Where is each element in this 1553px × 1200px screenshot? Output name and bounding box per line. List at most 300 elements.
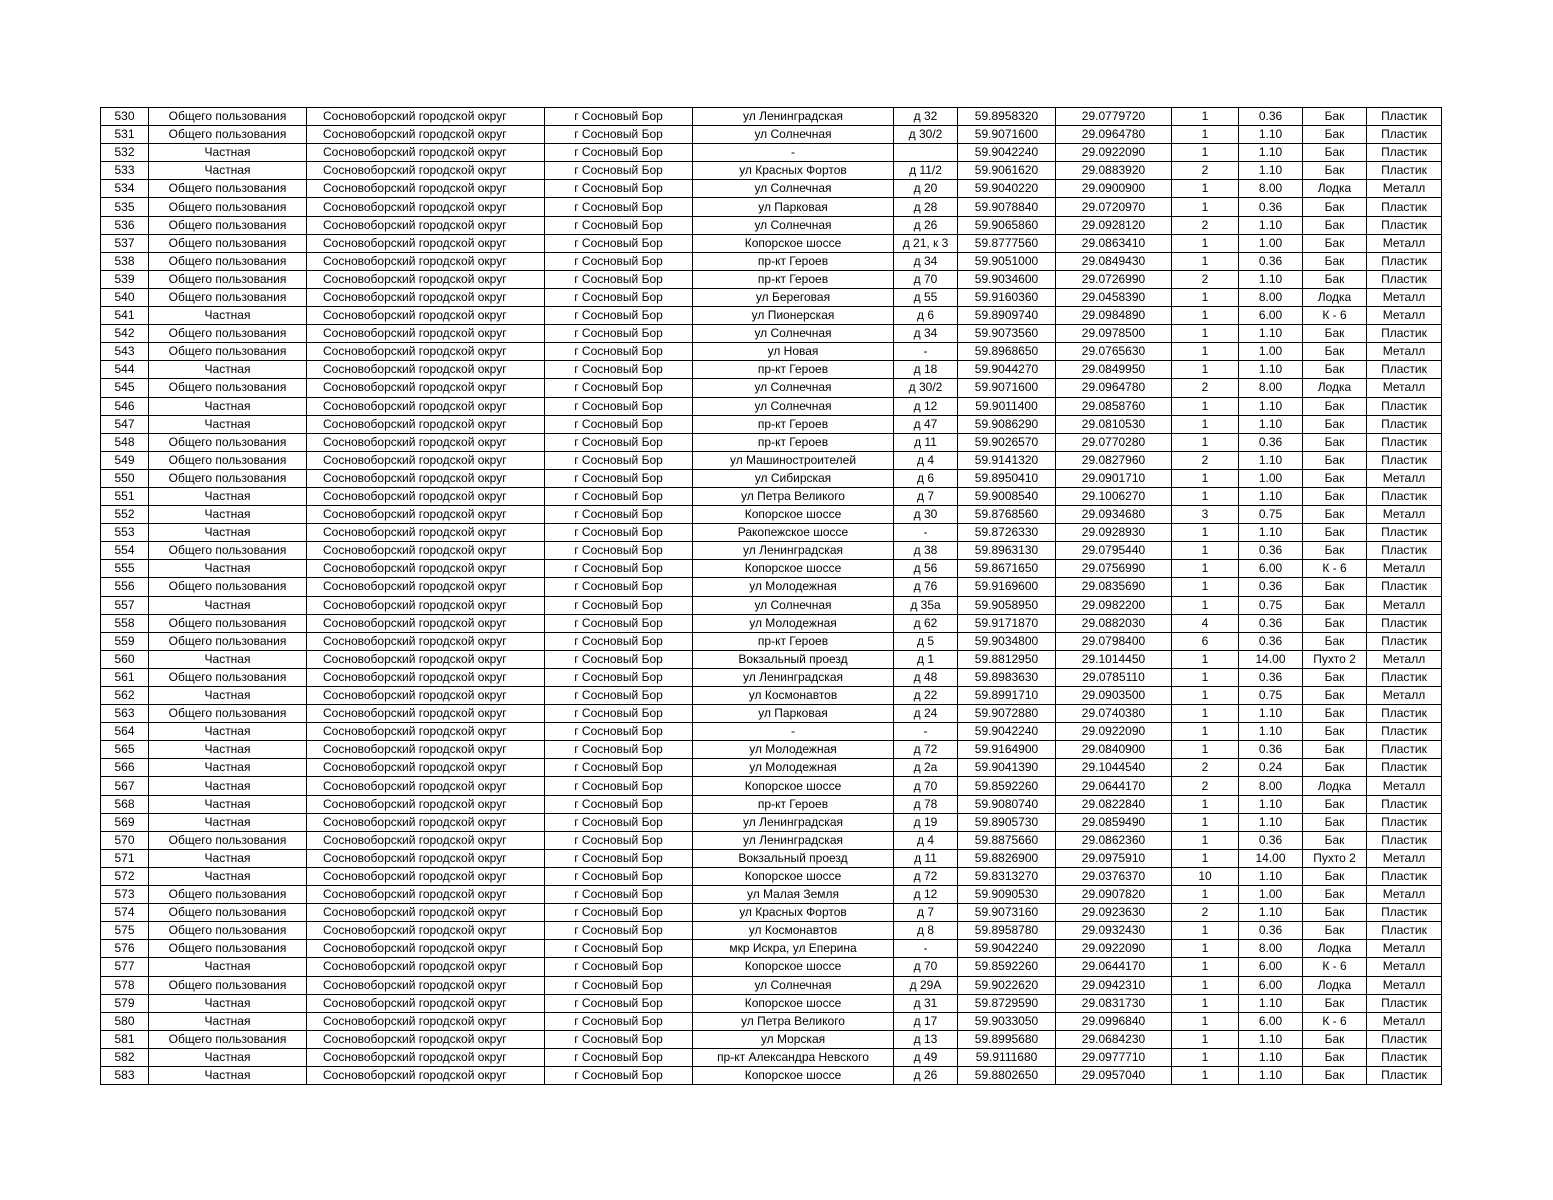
house-cell: д 56 — [894, 560, 958, 578]
longitude-cell: 29.0882030 — [1056, 614, 1172, 632]
row-number-cell: 561 — [101, 668, 149, 686]
usage-type-cell: Общего пользования — [149, 180, 307, 198]
table-row — [101, 379, 1442, 397]
container-count-cell: 1 — [1172, 144, 1239, 162]
house-cell: д 62 — [894, 614, 958, 632]
longitude-cell: 29.0932430 — [1056, 922, 1172, 940]
street-cell: Вокзальный проезд — [693, 650, 894, 668]
latitude-cell: 59.9065860 — [958, 216, 1056, 234]
row-number-cell: 575 — [101, 922, 149, 940]
material-cell: Пластик — [1367, 162, 1442, 180]
volume-cell: 1.10 — [1239, 867, 1303, 885]
container-count-cell: 1 — [1172, 325, 1239, 343]
longitude-cell: 29.0957040 — [1056, 1066, 1172, 1084]
longitude-cell: 29.0928930 — [1056, 524, 1172, 542]
container-count-cell: 2 — [1172, 162, 1239, 180]
container-count-cell: 1 — [1172, 994, 1239, 1012]
usage-type-cell: Общего пользования — [149, 108, 307, 126]
material-cell: Пластик — [1367, 578, 1442, 596]
district-cell: Сосновоборский городской округ — [307, 759, 545, 777]
container-type-cell: Бак — [1303, 343, 1367, 361]
container-count-cell: 1 — [1172, 1030, 1239, 1048]
volume-cell: 14.00 — [1239, 849, 1303, 867]
volume-cell: 1.10 — [1239, 361, 1303, 379]
house-cell: д 12 — [894, 397, 958, 415]
container-count-cell: 1 — [1172, 976, 1239, 994]
city-cell: г Сосновый Бор — [545, 234, 693, 252]
volume-cell: 0.75 — [1239, 506, 1303, 524]
street-cell: Копорское шоссе — [693, 560, 894, 578]
container-type-cell: Пухто 2 — [1303, 849, 1367, 867]
container-type-cell: Лодка — [1303, 379, 1367, 397]
container-type-cell: Бак — [1303, 813, 1367, 831]
table-row — [101, 976, 1442, 994]
district-cell: Сосновоборский городской округ — [307, 650, 545, 668]
street-cell: ул Ленинградская — [693, 108, 894, 126]
container-type-cell: Бак — [1303, 361, 1367, 379]
street-cell: ул Молодежная — [693, 614, 894, 632]
table-row — [101, 397, 1442, 415]
material-cell: Металл — [1367, 849, 1442, 867]
row-number-cell: 569 — [101, 813, 149, 831]
table-row — [101, 506, 1442, 524]
container-count-cell: 1 — [1172, 198, 1239, 216]
latitude-cell: 59.9073560 — [958, 325, 1056, 343]
row-number-cell: 559 — [101, 632, 149, 650]
city-cell: г Сосновый Бор — [545, 198, 693, 216]
street-cell: ул Космонавтов — [693, 922, 894, 940]
city-cell: г Сосновый Бор — [545, 831, 693, 849]
longitude-cell: 29.0765630 — [1056, 343, 1172, 361]
longitude-cell: 29.0942310 — [1056, 976, 1172, 994]
city-cell: г Сосновый Бор — [545, 307, 693, 325]
volume-cell: 0.36 — [1239, 741, 1303, 759]
table-row — [101, 288, 1442, 306]
volume-cell: 1.10 — [1239, 397, 1303, 415]
house-cell: д 8 — [894, 922, 958, 940]
longitude-cell: 29.0831730 — [1056, 994, 1172, 1012]
material-cell: Металл — [1367, 307, 1442, 325]
city-cell: г Сосновый Бор — [545, 397, 693, 415]
longitude-cell: 29.0458390 — [1056, 288, 1172, 306]
house-cell: д 28 — [894, 198, 958, 216]
material-cell: Металл — [1367, 976, 1442, 994]
latitude-cell: 59.9080740 — [958, 795, 1056, 813]
latitude-cell: 59.8991710 — [958, 687, 1056, 705]
usage-type-cell: Частная — [149, 596, 307, 614]
volume-cell: 8.00 — [1239, 379, 1303, 397]
row-number-cell: 568 — [101, 795, 149, 813]
volume-cell: 6.00 — [1239, 976, 1303, 994]
row-number-cell: 567 — [101, 777, 149, 795]
city-cell: г Сосновый Бор — [545, 1030, 693, 1048]
street-cell: - — [693, 144, 894, 162]
longitude-cell: 29.1014450 — [1056, 650, 1172, 668]
latitude-cell: 59.8768560 — [958, 506, 1056, 524]
latitude-cell: 59.9111680 — [958, 1048, 1056, 1066]
city-cell: г Сосновый Бор — [545, 904, 693, 922]
house-cell — [894, 144, 958, 162]
container-type-cell: Бак — [1303, 415, 1367, 433]
district-cell: Сосновоборский городской округ — [307, 560, 545, 578]
container-count-cell: 1 — [1172, 723, 1239, 741]
city-cell: г Сосновый Бор — [545, 886, 693, 904]
city-cell: г Сосновый Бор — [545, 867, 693, 885]
table-row — [101, 904, 1442, 922]
latitude-cell: 59.9071600 — [958, 126, 1056, 144]
house-cell: д 6 — [894, 469, 958, 487]
street-cell: Ракопежское шоссе — [693, 524, 894, 542]
district-cell: Сосновоборский городской округ — [307, 632, 545, 650]
street-cell: ул Ленинградская — [693, 813, 894, 831]
district-cell: Сосновоборский городской округ — [307, 904, 545, 922]
city-cell: г Сосновый Бор — [545, 216, 693, 234]
longitude-cell: 29.0795440 — [1056, 542, 1172, 560]
latitude-cell: 59.9090530 — [958, 886, 1056, 904]
container-count-cell: 1 — [1172, 795, 1239, 813]
house-cell: д 26 — [894, 216, 958, 234]
usage-type-cell: Общего пользования — [149, 831, 307, 849]
house-cell: д 22 — [894, 687, 958, 705]
container-count-cell: 10 — [1172, 867, 1239, 885]
table-row — [101, 940, 1442, 958]
volume-cell: 1.10 — [1239, 1066, 1303, 1084]
row-number-cell: 531 — [101, 126, 149, 144]
street-cell: ул Космонавтов — [693, 687, 894, 705]
container-type-cell: Бак — [1303, 687, 1367, 705]
latitude-cell: 59.9051000 — [958, 252, 1056, 270]
table-row — [101, 922, 1442, 940]
longitude-cell: 29.0978500 — [1056, 325, 1172, 343]
city-cell: г Сосновый Бор — [545, 1048, 693, 1066]
house-cell: д 47 — [894, 415, 958, 433]
usage-type-cell: Частная — [149, 650, 307, 668]
latitude-cell: 59.9071600 — [958, 379, 1056, 397]
latitude-cell: 59.9034800 — [958, 632, 1056, 650]
usage-type-cell: Общего пользования — [149, 126, 307, 144]
district-cell: Сосновоборский городской округ — [307, 723, 545, 741]
table-row — [101, 325, 1442, 343]
container-type-cell: Бак — [1303, 723, 1367, 741]
house-cell: д 20 — [894, 180, 958, 198]
container-type-cell: Бак — [1303, 433, 1367, 451]
container-type-cell: Пухто 2 — [1303, 650, 1367, 668]
volume-cell: 1.00 — [1239, 343, 1303, 361]
container-type-cell: Бак — [1303, 1048, 1367, 1066]
street-cell: Копорское шоссе — [693, 994, 894, 1012]
street-cell: ул Красных Фортов — [693, 904, 894, 922]
district-cell: Сосновоборский городской округ — [307, 867, 545, 885]
container-count-cell: 1 — [1172, 343, 1239, 361]
material-cell: Пластик — [1367, 904, 1442, 922]
container-type-cell: Бак — [1303, 831, 1367, 849]
row-number-cell: 549 — [101, 451, 149, 469]
longitude-cell: 29.0726990 — [1056, 270, 1172, 288]
longitude-cell: 29.0922090 — [1056, 144, 1172, 162]
district-cell: Сосновоборский городской округ — [307, 596, 545, 614]
container-type-cell: Бак — [1303, 252, 1367, 270]
longitude-cell: 29.0964780 — [1056, 379, 1172, 397]
usage-type-cell: Частная — [149, 849, 307, 867]
volume-cell: 0.75 — [1239, 687, 1303, 705]
container-count-cell: 1 — [1172, 1012, 1239, 1030]
usage-type-cell: Общего пользования — [149, 379, 307, 397]
container-count-cell: 1 — [1172, 415, 1239, 433]
street-cell: ул Петра Великого — [693, 1012, 894, 1030]
table-row — [101, 361, 1442, 379]
house-cell: д 70 — [894, 777, 958, 795]
table-body — [101, 108, 1442, 1085]
street-cell: пр-кт Героев — [693, 252, 894, 270]
latitude-cell: 59.9160360 — [958, 288, 1056, 306]
table-row — [101, 759, 1442, 777]
row-number-cell: 579 — [101, 994, 149, 1012]
district-cell: Сосновоборский городской округ — [307, 433, 545, 451]
material-cell: Пластик — [1367, 144, 1442, 162]
latitude-cell: 59.9073160 — [958, 904, 1056, 922]
longitude-cell: 29.0984890 — [1056, 307, 1172, 325]
district-cell: Сосновоборский городской округ — [307, 813, 545, 831]
table-row — [101, 307, 1442, 325]
house-cell: д 31 — [894, 994, 958, 1012]
container-type-cell: Бак — [1303, 524, 1367, 542]
material-cell: Пластик — [1367, 108, 1442, 126]
table-row — [101, 469, 1442, 487]
material-cell: Пластик — [1367, 361, 1442, 379]
latitude-cell: 59.8777560 — [958, 234, 1056, 252]
container-count-cell: 6 — [1172, 632, 1239, 650]
container-type-cell: Бак — [1303, 705, 1367, 723]
longitude-cell: 29.1044540 — [1056, 759, 1172, 777]
volume-cell: 1.10 — [1239, 126, 1303, 144]
usage-type-cell: Общего пользования — [149, 904, 307, 922]
container-type-cell: Бак — [1303, 234, 1367, 252]
table-row — [101, 886, 1442, 904]
row-number-cell: 554 — [101, 542, 149, 560]
street-cell: ул Машиностроителей — [693, 451, 894, 469]
container-type-cell: Лодка — [1303, 180, 1367, 198]
container-count-cell: 1 — [1172, 741, 1239, 759]
longitude-cell: 29.0684230 — [1056, 1030, 1172, 1048]
street-cell: Копорское шоссе — [693, 234, 894, 252]
container-type-cell: Бак — [1303, 451, 1367, 469]
material-cell: Пластик — [1367, 813, 1442, 831]
city-cell: г Сосновый Бор — [545, 668, 693, 686]
row-number-cell: 545 — [101, 379, 149, 397]
district-cell: Сосновоборский городской округ — [307, 469, 545, 487]
longitude-cell: 29.0858760 — [1056, 397, 1172, 415]
usage-type-cell: Частная — [149, 723, 307, 741]
row-number-cell: 543 — [101, 343, 149, 361]
container-count-cell: 1 — [1172, 108, 1239, 126]
material-cell: Пластик — [1367, 542, 1442, 560]
usage-type-cell: Общего пользования — [149, 216, 307, 234]
latitude-cell: 59.9033050 — [958, 1012, 1056, 1030]
latitude-cell: 59.9169600 — [958, 578, 1056, 596]
district-cell: Сосновоборский городской округ — [307, 976, 545, 994]
table-row — [101, 560, 1442, 578]
row-number-cell: 560 — [101, 650, 149, 668]
row-number-cell: 535 — [101, 198, 149, 216]
city-cell: г Сосновый Бор — [545, 723, 693, 741]
table-row — [101, 867, 1442, 885]
city-cell: г Сосновый Бор — [545, 524, 693, 542]
house-cell: д 49 — [894, 1048, 958, 1066]
container-type-cell: Бак — [1303, 216, 1367, 234]
volume-cell: 8.00 — [1239, 288, 1303, 306]
district-cell: Сосновоборский городской округ — [307, 886, 545, 904]
street-cell: пр-кт Героев — [693, 795, 894, 813]
container-count-cell: 1 — [1172, 542, 1239, 560]
house-cell: д 34 — [894, 325, 958, 343]
district-cell: Сосновоборский городской округ — [307, 288, 545, 306]
house-cell: д 30 — [894, 506, 958, 524]
volume-cell: 1.10 — [1239, 216, 1303, 234]
city-cell: г Сосновый Бор — [545, 108, 693, 126]
usage-type-cell: Частная — [149, 560, 307, 578]
city-cell: г Сосновый Бор — [545, 994, 693, 1012]
material-cell: Пластик — [1367, 795, 1442, 813]
house-cell: д 32 — [894, 108, 958, 126]
longitude-cell: 29.0964780 — [1056, 126, 1172, 144]
container-count-cell: 1 — [1172, 288, 1239, 306]
street-cell: ул Солнечная — [693, 216, 894, 234]
volume-cell: 1.10 — [1239, 144, 1303, 162]
latitude-cell: 59.9141320 — [958, 451, 1056, 469]
volume-cell: 0.36 — [1239, 433, 1303, 451]
longitude-cell: 29.0901710 — [1056, 469, 1172, 487]
district-cell: Сосновоборский городской округ — [307, 777, 545, 795]
row-number-cell: 539 — [101, 270, 149, 288]
container-count-cell: 2 — [1172, 759, 1239, 777]
material-cell: Пластик — [1367, 126, 1442, 144]
usage-type-cell: Общего пользования — [149, 198, 307, 216]
street-cell: Копорское шоссе — [693, 506, 894, 524]
longitude-cell: 29.0849950 — [1056, 361, 1172, 379]
table-row — [101, 705, 1442, 723]
house-cell: д 48 — [894, 668, 958, 686]
longitude-cell: 29.0862360 — [1056, 831, 1172, 849]
volume-cell: 8.00 — [1239, 940, 1303, 958]
table-row — [101, 270, 1442, 288]
usage-type-cell: Частная — [149, 1012, 307, 1030]
volume-cell: 0.36 — [1239, 922, 1303, 940]
city-cell: г Сосновый Бор — [545, 252, 693, 270]
container-count-cell: 1 — [1172, 433, 1239, 451]
container-type-cell: Бак — [1303, 397, 1367, 415]
house-cell: д 55 — [894, 288, 958, 306]
latitude-cell: 59.8995680 — [958, 1030, 1056, 1048]
district-cell: Сосновоборский городской округ — [307, 1066, 545, 1084]
row-number-cell: 551 — [101, 487, 149, 505]
table-row — [101, 487, 1442, 505]
container-count-cell: 1 — [1172, 469, 1239, 487]
material-cell: Пластик — [1367, 524, 1442, 542]
material-cell: Металл — [1367, 379, 1442, 397]
container-type-cell: Бак — [1303, 126, 1367, 144]
material-cell: Металл — [1367, 506, 1442, 524]
container-type-cell: Бак — [1303, 325, 1367, 343]
container-type-cell: Бак — [1303, 922, 1367, 940]
volume-cell: 1.00 — [1239, 469, 1303, 487]
table-row — [101, 596, 1442, 614]
volume-cell: 0.36 — [1239, 108, 1303, 126]
row-number-cell: 552 — [101, 506, 149, 524]
house-cell: - — [894, 940, 958, 958]
table-row — [101, 144, 1442, 162]
table-row — [101, 180, 1442, 198]
house-cell: - — [894, 524, 958, 542]
container-type-cell: Бак — [1303, 759, 1367, 777]
row-number-cell: 580 — [101, 1012, 149, 1030]
volume-cell: 0.36 — [1239, 252, 1303, 270]
street-cell: Вокзальный проезд — [693, 849, 894, 867]
table-row — [101, 1048, 1442, 1066]
longitude-cell: 29.0798400 — [1056, 632, 1172, 650]
material-cell: Пластик — [1367, 831, 1442, 849]
street-cell: Копорское шоссе — [693, 958, 894, 976]
street-cell: ул Береговая — [693, 288, 894, 306]
latitude-cell: 59.8963130 — [958, 542, 1056, 560]
table-row — [101, 1012, 1442, 1030]
house-cell: д 7 — [894, 487, 958, 505]
street-cell: ул Сибирская — [693, 469, 894, 487]
latitude-cell: 59.8950410 — [958, 469, 1056, 487]
usage-type-cell: Общего пользования — [149, 433, 307, 451]
volume-cell: 1.10 — [1239, 705, 1303, 723]
material-cell: Металл — [1367, 234, 1442, 252]
district-cell: Сосновоборский городской округ — [307, 198, 545, 216]
usage-type-cell: Общего пользования — [149, 343, 307, 361]
street-cell: Копорское шоссе — [693, 1066, 894, 1084]
volume-cell: 1.00 — [1239, 886, 1303, 904]
container-count-cell: 1 — [1172, 487, 1239, 505]
material-cell: Пластик — [1367, 415, 1442, 433]
street-cell: ул Пионерская — [693, 307, 894, 325]
house-cell: д 24 — [894, 705, 958, 723]
row-number-cell: 537 — [101, 234, 149, 252]
material-cell: Пластик — [1367, 1048, 1442, 1066]
street-cell: ул Парковая — [693, 198, 894, 216]
latitude-cell: 59.8875660 — [958, 831, 1056, 849]
city-cell: г Сосновый Бор — [545, 795, 693, 813]
street-cell: ул Новая — [693, 343, 894, 361]
container-type-cell: Бак — [1303, 144, 1367, 162]
city-cell: г Сосновый Бор — [545, 487, 693, 505]
house-cell: д 7 — [894, 904, 958, 922]
table-row — [101, 650, 1442, 668]
data-table-container — [100, 107, 1441, 1085]
house-cell: д 5 — [894, 632, 958, 650]
table-row — [101, 108, 1442, 126]
material-cell: Металл — [1367, 288, 1442, 306]
latitude-cell: 59.9042240 — [958, 723, 1056, 741]
table-row — [101, 343, 1442, 361]
city-cell: г Сосновый Бор — [545, 958, 693, 976]
latitude-cell: 59.9026570 — [958, 433, 1056, 451]
material-cell: Пластик — [1367, 632, 1442, 650]
container-type-cell: Бак — [1303, 1066, 1367, 1084]
container-type-cell: К - 6 — [1303, 560, 1367, 578]
volume-cell: 1.10 — [1239, 270, 1303, 288]
longitude-cell: 29.0785110 — [1056, 668, 1172, 686]
table-row — [101, 994, 1442, 1012]
street-cell: ул Петра Великого — [693, 487, 894, 505]
district-cell: Сосновоборский городской округ — [307, 162, 545, 180]
longitude-cell: 29.0756990 — [1056, 560, 1172, 578]
container-type-cell: Лодка — [1303, 940, 1367, 958]
street-cell: ул Солнечная — [693, 379, 894, 397]
